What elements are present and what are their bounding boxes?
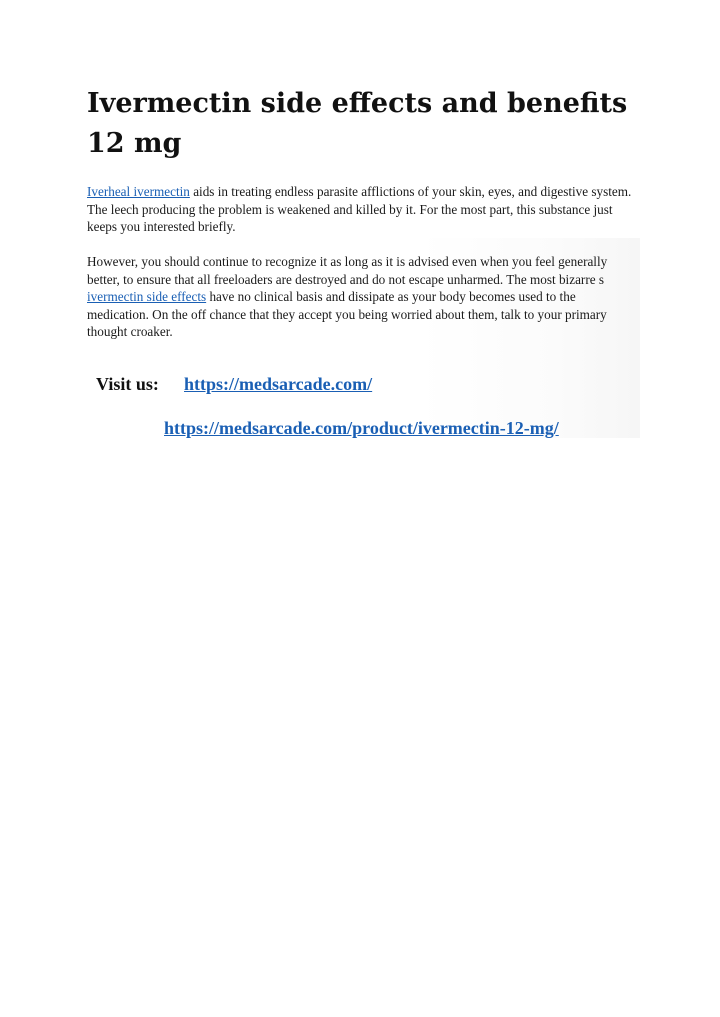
page-title: Ivermectin side effects and benefits 12 mg [87,88,628,159]
ivermectin-side-effects-link[interactable]: ivermectin side effects [87,289,207,304]
paragraph-side-effects-text-before: However, you should continue to recognize it as long as it is advised even when you feel generally better, to ensure that all freeloaders are destroyed and do not escape unharmed. The most bizarre s [87,254,608,287]
paragraph-side-effects [87,253,639,341]
paragraph-side-effects-text-after: have no clinical basis and dissipate as your body becomes used to the medication. On the off chance that they accept you being worried about them, talk to your primary thought croaker. [87,289,607,339]
paragraph-intro-text: aids in treating endless parasite afflictions of your skin, eyes, and digestive system. The leech producing the problem is weakened and killed by it. For the most part, this substance just keeps you interested briefly. [87,184,632,234]
paragraph-intro [87,183,639,236]
iverheal-ivermectin-link[interactable]: Iverheal ivermectin [87,184,190,199]
visit-us-label: Visit us: [96,374,159,394]
medsarcade-home-link[interactable]: https://medsarcade.com/ [184,374,373,394]
medsarcade-product-link[interactable]: https://medsarcade.com/product/ivermectin-12-mg/ [164,418,559,438]
